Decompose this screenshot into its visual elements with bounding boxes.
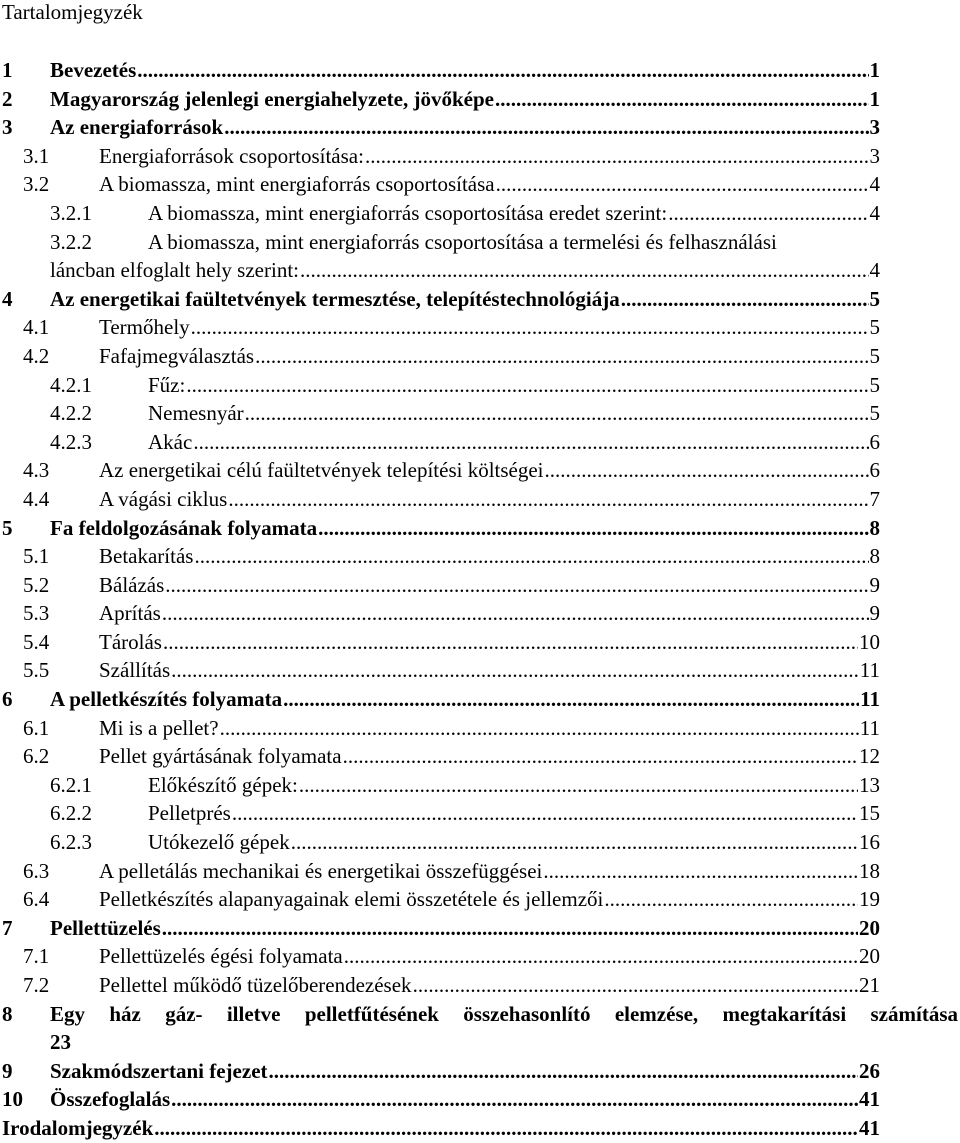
toc-entry-title: Pelletprés: [148, 801, 231, 826]
dot-leader: [604, 885, 858, 914]
toc-entry-title: Mi is a pellet?: [99, 715, 219, 740]
toc-entry-page: 41: [859, 1115, 880, 1140]
toc-entry-number: 6.2.3: [50, 830, 92, 855]
toc-entry-number: 6.1: [23, 715, 50, 740]
toc-entry-number: 4.2.1: [50, 372, 92, 397]
toc-entry-title: Szakmódszertani fejezet: [50, 1058, 268, 1083]
dot-leader: [668, 199, 868, 228]
toc-entry[interactable]: [0, 799, 960, 828]
toc-entry[interactable]: [0, 885, 960, 914]
dot-leader: [193, 428, 868, 457]
toc-entry[interactable]: [0, 542, 960, 571]
table-of-contents: [0, 56, 960, 1143]
toc-entry-title: Akác: [148, 429, 193, 454]
toc-entry-title: A biomassza, mint energiaforrás csoportosítása: [99, 172, 495, 197]
toc-entry-title: Fafajmegválasztás: [99, 343, 255, 368]
toc-entry-page: 5: [869, 343, 880, 368]
dot-leader: [186, 371, 868, 400]
toc-entry-page: 15: [859, 801, 880, 826]
dot-leader: [621, 285, 869, 314]
toc-entry[interactable]: [0, 313, 960, 342]
dot-leader: [162, 599, 869, 628]
dot-leader: [228, 485, 868, 514]
dot-leader: [365, 142, 869, 171]
dot-leader: [344, 942, 858, 971]
toc-entry-number: 6: [2, 687, 13, 712]
toc-entry[interactable]: [0, 599, 960, 628]
toc-entry-page: 11: [860, 687, 880, 712]
toc-entry-number: 5: [2, 515, 13, 540]
toc-entry-number: 8: [2, 1001, 13, 1026]
toc-entry-page: 18: [859, 858, 880, 883]
toc-entry[interactable]: [0, 628, 960, 657]
toc-entry-title: Az energetikai célú faültetvények telepítési költségei: [99, 458, 544, 483]
toc-entry-page: 20: [859, 915, 880, 940]
toc-entry-number: 1: [2, 58, 13, 82]
toc-entry-title: Az energetikai faültetvények termesztése, telepítéstechnológiája: [50, 286, 620, 311]
toc-entry[interactable]: [0, 828, 960, 857]
toc-entry-title: A vágási ciklus: [99, 486, 228, 511]
toc-entry-title: A biomassza, mint energiaforrás csoportosítása eredet szerint:: [148, 200, 668, 225]
toc-entry-title: A biomassza, mint energiaforrás csoportosítása a termelési és felhasználási: [148, 229, 777, 254]
toc-entry-title: Bálázás: [99, 572, 165, 597]
toc-entry[interactable]: [0, 485, 960, 514]
toc-entry-number: 6.2.2: [50, 801, 92, 826]
toc-entry-page: 26: [859, 1058, 880, 1083]
toc-entry-page: 41: [859, 1087, 880, 1112]
toc-entry-title: Pellet gyártásának folyamata: [99, 744, 342, 769]
toc-entry-number: 4.4: [23, 486, 50, 511]
toc-entry[interactable]: [0, 199, 960, 228]
dot-leader: [191, 313, 869, 342]
toc-entry-title: Előkészítő gépek:: [148, 772, 298, 797]
dot-leader: [318, 514, 868, 543]
toc-entry-title: Tárolás: [99, 629, 162, 654]
toc-entry-number: 4: [2, 286, 13, 311]
toc-entry-number: 2: [2, 86, 13, 111]
toc-entry-number: 7: [2, 915, 13, 940]
toc-entry-title-continued: láncban elfoglalt hely szerint:: [50, 258, 299, 283]
toc-entry-title: Betakarítás: [99, 544, 194, 569]
toc-entry-number: 4.2.3: [50, 429, 92, 454]
toc-entry[interactable]: [0, 142, 960, 171]
dot-leader: [343, 742, 858, 771]
toc-entry-number: 5.3: [23, 601, 50, 626]
toc-entry[interactable]: [0, 1114, 960, 1143]
toc-entry-page: 8: [869, 544, 880, 569]
toc-entry-title: Aprítás: [99, 601, 161, 626]
toc-entry-number: 4.2: [23, 343, 50, 368]
toc-entry[interactable]: [0, 685, 960, 714]
toc-entry-title: Pelletkészítés alapanyagainak elemi összetétele és jellemzői: [99, 887, 604, 912]
toc-entry-title: Utókezelő gépek: [148, 830, 290, 855]
toc-entry[interactable]: [0, 571, 960, 600]
toc-entry-page: 21: [859, 973, 880, 997]
toc-entry[interactable]: [0, 714, 960, 743]
toc-entry-page: 8: [869, 515, 880, 540]
toc-entry-number: 6.3: [23, 858, 50, 883]
toc-entry-number: 7.2: [23, 973, 50, 997]
dot-leader: [194, 542, 868, 571]
dot-leader: [299, 771, 858, 800]
toc-entry-title: Összefoglalás: [50, 1087, 171, 1112]
toc-entry[interactable]: [0, 399, 960, 428]
toc-entry-title: Egy ház gáz- illetve pelletfűtésének összehasonlító elemzése, megtakarítási számítása: [50, 1001, 958, 1026]
toc-entry-number: 3.2: [23, 172, 50, 197]
dot-leader: [291, 828, 858, 857]
toc-entry-number: 9: [2, 1058, 13, 1083]
toc-entry-page: 20: [859, 944, 880, 969]
toc-entry-number: 5.1: [23, 544, 50, 569]
toc-entry-title: Fűz:: [148, 372, 186, 397]
toc-entry-number: 4.2.2: [50, 401, 92, 426]
dot-leader: [545, 456, 869, 485]
dot-leader: [413, 971, 858, 1000]
toc-entry[interactable]: [0, 428, 960, 457]
toc-entry-title: Pellettel működő tüzelőberendezések: [99, 973, 412, 997]
toc-entry-page: 19: [859, 887, 880, 912]
toc-entry-title: Nemesnyár: [148, 401, 244, 426]
dot-leader: [300, 256, 869, 285]
toc-entry-title: Bevezetés: [50, 58, 137, 82]
toc-entry-page: 4: [869, 172, 880, 197]
toc-entry[interactable]: [0, 85, 960, 114]
toc-entry-number: 4.1: [23, 315, 50, 340]
dot-leader: [171, 1085, 858, 1114]
toc-entry[interactable]: [0, 771, 960, 800]
toc-entry-page: 3: [869, 143, 880, 168]
toc-entry-number: 7.1: [23, 944, 50, 969]
toc-entry[interactable]: [0, 56, 960, 85]
toc-entry[interactable]: [0, 1000, 960, 1057]
toc-entry[interactable]: [0, 371, 960, 400]
dot-leader: [154, 1114, 858, 1143]
toc-entry-page: 4: [869, 258, 880, 283]
toc-entry[interactable]: [0, 514, 960, 543]
toc-entry-number: 5.5: [23, 658, 50, 683]
toc-entry-number: 6.2.1: [50, 772, 92, 797]
page-title: Tartalomjegyzék: [2, 0, 143, 24]
toc-entry-title: Pellettüzelés égési folyamata: [99, 944, 343, 969]
toc-entry-title: Szállítás: [99, 658, 171, 683]
dot-leader: [255, 342, 868, 371]
toc-entry-page: 7: [869, 486, 880, 511]
dot-leader: [269, 1057, 858, 1086]
dot-leader: [495, 85, 869, 114]
dot-leader: [165, 571, 868, 600]
toc-entry-number: 3.2.2: [50, 229, 92, 254]
toc-entry-title: Pellettüzelés: [50, 915, 161, 940]
toc-entry[interactable]: [0, 342, 960, 371]
toc-entry-title: Az energiaforrások: [50, 115, 224, 140]
toc-entry-page: 13: [859, 772, 880, 797]
toc-entry-page: 11: [859, 715, 880, 740]
dot-leader: [162, 914, 858, 943]
toc-entry-page: 5: [869, 372, 880, 397]
toc-entry-number: 3.2.1: [50, 200, 92, 225]
toc-entry-page: 23: [50, 1030, 71, 1055]
toc-entry-title: A pelletálás mechanikai és energetikai összefüggései: [99, 858, 543, 883]
dot-leader: [283, 685, 859, 714]
toc-entry-title: A pelletkészítés folyamata: [50, 687, 283, 712]
toc-entry-number: 6.2: [23, 744, 50, 769]
dot-leader: [163, 628, 858, 657]
toc-entry-title: Fa feldolgozásának folyamata: [50, 515, 318, 540]
dot-leader: [245, 399, 869, 428]
toc-entry-title: Magyarország jelenlegi energiahelyzete, jövőképe: [50, 86, 494, 111]
dot-leader: [543, 857, 858, 886]
toc-entry-page: 10: [859, 629, 880, 654]
dot-leader: [137, 56, 868, 85]
toc-entry-number: 4.3: [23, 458, 50, 483]
toc-entry-page: 9: [869, 572, 880, 597]
toc-entry[interactable]: [0, 170, 960, 199]
toc-entry-page: 16: [859, 830, 880, 855]
toc-entry[interactable]: [0, 228, 960, 285]
toc-entry[interactable]: [0, 456, 960, 485]
toc-entry-page: 1: [869, 58, 880, 82]
toc-entry-page: 5: [869, 401, 880, 426]
dot-leader: [232, 799, 858, 828]
toc-entry[interactable]: [0, 914, 960, 943]
toc-entry-number: 10: [2, 1087, 23, 1112]
toc-entry[interactable]: [0, 857, 960, 886]
toc-entry[interactable]: [0, 742, 960, 771]
toc-entry[interactable]: [0, 656, 960, 685]
toc-entry-page: 6: [869, 458, 880, 483]
dot-leader: [496, 170, 869, 199]
dot-leader: [224, 113, 868, 142]
toc-entry-page: 11: [859, 658, 880, 683]
toc-entry-number: 5.2: [23, 572, 50, 597]
dot-leader: [171, 656, 859, 685]
toc-entry-page: 6: [869, 429, 880, 454]
toc-entry-page: 5: [869, 286, 880, 311]
toc-entry-page: 12: [859, 744, 880, 769]
toc-entry-number: 6.4: [23, 887, 50, 912]
toc-entry-number: 3: [2, 115, 13, 140]
toc-entry-number: 5.4: [23, 629, 50, 654]
toc-entry-page: 3: [869, 115, 880, 140]
toc-entry[interactable]: [0, 113, 960, 142]
toc-entry[interactable]: [0, 285, 960, 314]
toc-entry-page: 5: [869, 315, 880, 340]
toc-entry-title: Energiaforrások csoportosítása:: [99, 143, 364, 168]
toc-entry[interactable]: [0, 971, 960, 1000]
toc-entry-title: Termőhely: [99, 315, 190, 340]
toc-entry[interactable]: [0, 1057, 960, 1086]
dot-leader: [220, 714, 859, 743]
toc-entry[interactable]: [0, 1085, 960, 1114]
toc-entry-page: 9: [869, 601, 880, 626]
toc-entry-number: 3.1: [23, 143, 50, 168]
toc-entry-title: Irodalomjegyzék: [2, 1115, 154, 1140]
toc-entry-page: 1: [869, 86, 880, 111]
toc-entry-page: 4: [869, 200, 880, 225]
toc-entry[interactable]: [0, 942, 960, 971]
